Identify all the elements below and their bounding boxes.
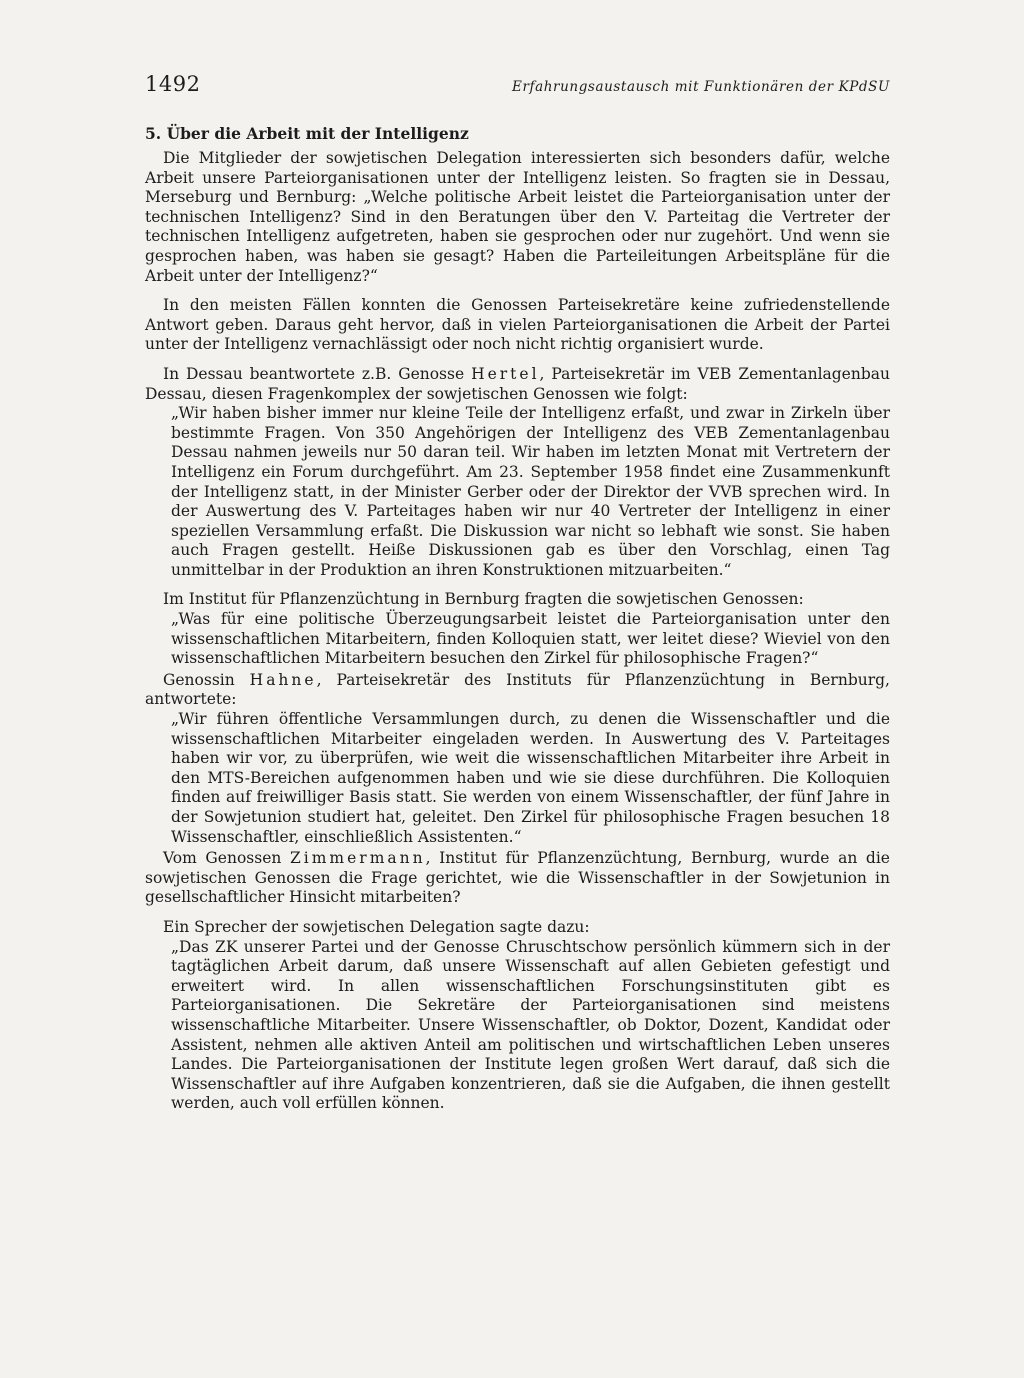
paragraph-institute-question-intro: Im Institut für Pflanzenzüchtung in Bernburg fragten die sowjetischen Genossen:: [163, 590, 804, 609]
quote-hahne: „Wir führen öffentliche Versammlungen durch, zu denen die Wissenschaftler und die wissenschaftlichen Mitarbeiter eingeladen werden. In Auswertung des V. Parteitages haben wir vor, zu überprüfen, wie weit die wissenschaftlichen Mitarbeiter ihre Arbeit in den MTS-Bereichen aufgenommen haben und wie sie diese durchführen. Die Kolloquien finden auf freiwilliger Basis statt. Sie werden von einem Wissenschaftler, der fünf Jahre in der Sowjetunion studiert hat, geleitet. Den Zirkel für philosophische Fragen besuchen 18 Wissenschaftler, einschließlich Assistenten.“: [171, 710, 890, 846]
person-name-hahne: Hahne: [249, 670, 317, 689]
document-page: [145, 72, 890, 1114]
text-run: , Parteisekretär des Instituts für Pflanzenzüchtung in Bernburg, antwortete:: [145, 670, 890, 709]
paragraph-speaker-intro: Ein Sprecher der sowjetischen Delegation sagte dazu:: [163, 917, 590, 936]
paragraph-hahne-intro: [145, 671, 890, 710]
page-number: 1492: [145, 72, 201, 96]
paragraph-answer-summary: In den meisten Fällen konnten die Genossen Parteisekretäre keine zufriedenstellende Antwort geben. Daraus geht hervor, daß in vielen Parteiorganisationen die Arbeit der Partei unter der Intelligenz vernachlässigt oder noch nicht richtig organisiert wurde.: [145, 296, 890, 354]
page-header: [145, 72, 890, 106]
paragraph-zimmermann-question: [145, 849, 890, 908]
text-run: , Institut für Pflanzenzüchtung, Bernburg, wurde an die sowjetischen Genossen die Frage gerichtet, wie die Wissenschaftler in der Sowjetunion in gesellschaftlicher Hinsicht mitarbeiten?: [145, 849, 890, 907]
text-run: In Dessau beantwortete z.B. Genosse: [163, 364, 465, 383]
paragraph-hertel-intro: [145, 365, 890, 404]
quote-hertel: „Wir haben bisher immer nur kleine Teile der Intelligenz erfaßt, und zwar in Zirkeln über bestimmte Fragen. Von 350 Angehörigen der Intelligenz des VEB Zementanlagenbau Dessau nahmen jeweils nur 50 daran teil. Wir haben im letzten Monat mit Vertretern der Intelligenz ein Forum durchgeführt. Am 23. September 1958 findet eine Zusammenkunft der Intelligenz statt, in der Minister Gerber oder der Direktor der VVB sprechen wird. In der Auswertung des V. Parteitages haben wir nur 40 Vertreter der Intelligenz in einer speziellen Versammlung erfaßt. Die Diskussion war nicht so lebhaft wie sonst. Sie haben auch Fragen gestellt. Heiße Diskussionen gab es über den Vorschlag, einen Tag unmittelbar in der Produktion an ihren Konstruktionen mitzuarbeiten.“: [171, 404, 890, 579]
text-run: , Parteisekretär im VEB Zementanlagenbau Dessau, diesen Fragenkomplex der sowjetischen Genossen wie folgt:: [145, 364, 890, 403]
running-title: Erfahrungsaustausch mit Funktionären der KPdSU: [512, 79, 890, 95]
text-run: Vom Genossen: [163, 849, 282, 868]
section-title: 5. Über die Arbeit mit der Intelligenz: [145, 124, 469, 143]
quote-institute-question: „Was für eine politische Überzeugungsarbeit leistet die Parteiorganisation unter den wissenschaftlichen Mitarbeitern, finden Kolloquien statt, wer leitet diese? Wieviel von den wissenschaftlichen Mitarbeitern besuchen den Zirkel für philosophische Fragen?“: [171, 610, 890, 668]
person-name-hertel: Hertel: [471, 364, 540, 383]
paragraph-intro: Die Mitglieder der sowjetischen Delegation interessierten sich besonders dafür, welche Arbeit unsere Parteiorganisationen unter der Intelligenz leisten. So fragten sie in Dessau, Merseburg und Bernburg: „Welche politische Arbeit leistet die Parteiorganisation unter der technischen Intelligenz? Sind in den Beratungen über den V. Parteitag die Vertreter der technischen Intelligenz aufgetreten, haben sie gesprochen oder nur zugehört. Und wenn sie gesprochen haben, was haben sie gesagt? Haben die Parteileitungen Arbeitspläne für die Arbeit unter der Intelligenz?“: [145, 149, 890, 285]
person-name-zimmermann: Zimmermann: [289, 849, 426, 868]
text-run: Genossin: [163, 670, 235, 689]
quote-soviet-speaker: „Das ZK unserer Partei und der Genosse Chruschtschow persönlich kümmern sich in der tagtäglichen Arbeit darum, daß unsere Wissenschaft auf allen Gebieten gefestigt und erweitert wird. In allen wissenschaftlichen Forschungsinstituten gibt es Parteiorganisationen. Die Sekretäre der Parteiorganisationen sind meistens wissenschaftliche Mitarbeiter. Unsere Wissenschaftler, ob Doktor, Dozent, Kandidat oder Assistent, nehmen alle aktiven Anteil am politischen und wirtschaftlichen Leben unseres Landes. Die Parteiorganisationen der Institute legen großen Wert darauf, daß sich die Wissenschaftler auf ihre Aufgaben konzentrieren, daß sie die Aufgaben, die ihnen gestellt werden, auch voll erfüllen können.: [171, 937, 890, 1113]
